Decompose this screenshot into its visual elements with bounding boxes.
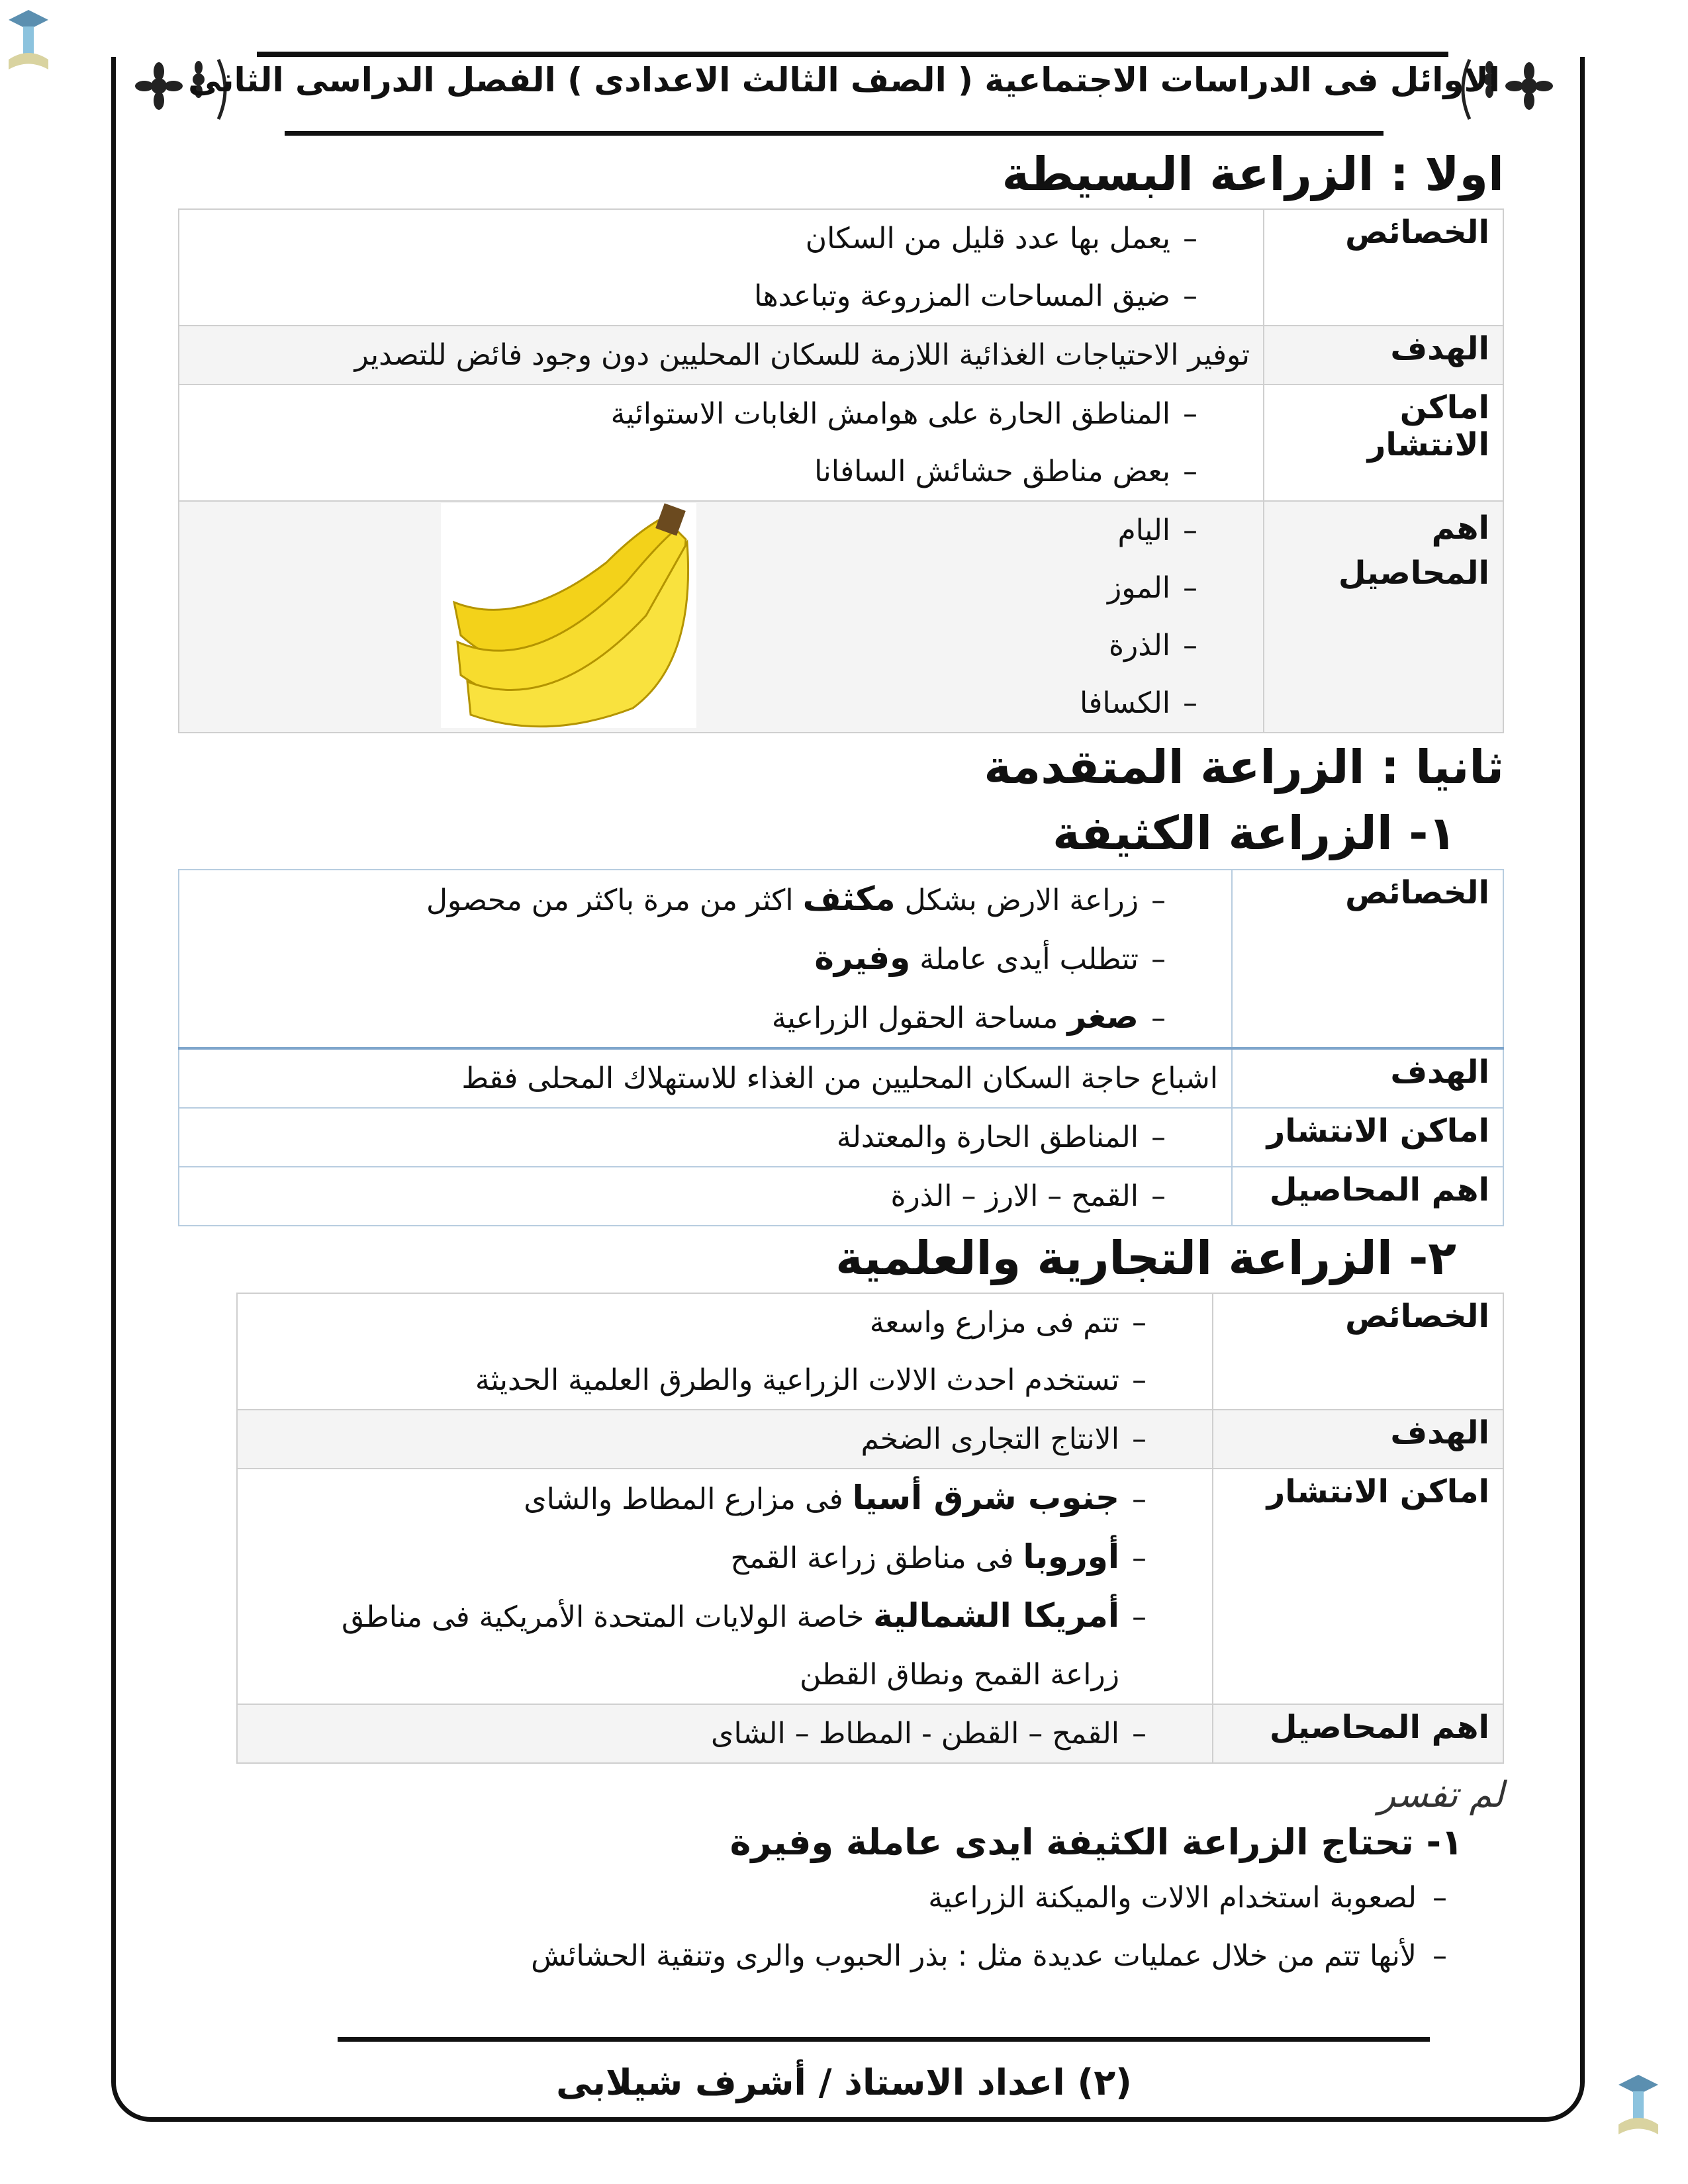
table-row <box>179 326 1503 385</box>
list-item: بعض مناطق حشائش السافانا <box>814 455 1170 488</box>
banana-image <box>441 503 696 728</box>
list-item-continuation: زراعة القمح ونطاق القطن <box>800 1658 1119 1692</box>
list-item: ضيق المساحات المزروعة وتباعدها <box>754 279 1170 313</box>
row-label: الهدف <box>1232 1048 1503 1108</box>
list-item: الذرة <box>1108 629 1170 662</box>
explain-answer: –لأنها تتم من خلال عمليات عديدة مثل : بذر الحبوب والرى وتنقية الحشائش <box>531 1939 1447 1973</box>
table-row: اهم المحاصيل –اليام –الموز –الذرة –الكسافا <box>179 501 1503 733</box>
list-item: المناطق الحارة على هوامش الغابات الاستوائية <box>610 397 1170 431</box>
page-header-title: الاوائل فى الدراسات الاجتماعية ( الصف الثالث الاعدادى ) الفصل الدراسى الثانى <box>188 61 1500 99</box>
table-row <box>179 870 1503 1048</box>
table-row: اماكن الانتشار –المناطق الحارة والمعتدلة <box>179 1108 1503 1167</box>
explain-answer: –لصعوبة استخدام الالات والميكنة الزراعية <box>928 1881 1447 1915</box>
section2-title: ثانيا : الزراعة المتقدمة <box>984 740 1504 794</box>
commercial-agriculture-table <box>236 1293 1504 1764</box>
row-label: اهم المحاصيل <box>1213 1704 1503 1763</box>
list-item: الموز <box>1107 571 1170 605</box>
table-row: الخصائص –يعمل بها عدد قليل من السكان –ضيق المساحات المزروعة وتباعدها <box>179 209 1503 326</box>
footer-divider <box>338 2037 1430 2042</box>
table-row <box>179 1048 1503 1108</box>
commercial-agriculture-title: ٢- الزراعة التجارية والعلمية <box>835 1231 1456 1285</box>
row-text: اشباع حاجة السكان المحليين من الغذاء للاستهلاك المحلى فقط <box>461 1062 1218 1095</box>
table-row: اهم المحاصيل –القمح – القطن - المطاط – الشاى <box>237 1704 1503 1763</box>
simple-agriculture-table <box>178 208 1504 733</box>
row-label: الهدف <box>1264 326 1503 385</box>
list-item: تتم فى مزارع واسعة <box>869 1306 1119 1340</box>
table-row <box>237 1469 1503 1704</box>
site-logo <box>5 7 52 73</box>
header-divider <box>285 131 1383 136</box>
list-item: القمح – القطن - المطاط – الشاى <box>711 1717 1119 1751</box>
table-row: اهم المحاصيل –القمح – الارز – الذرة <box>179 1167 1503 1226</box>
row-label: اهم المحاصيل <box>1264 501 1503 733</box>
list-item: تستخدم احدث الالات الزراعية والطرق العلمية الحديثة <box>475 1363 1119 1397</box>
list-item: يعمل بها عدد قليل من السكان <box>805 222 1170 255</box>
list-item: الكسافا <box>1079 686 1170 720</box>
explain-question: ١- تحتاج الزراعة الكثيفة ايدى عاملة وفيرة <box>729 1821 1463 1863</box>
row-label: اهم المحاصيل <box>1232 1167 1503 1226</box>
row-label: الخصائص <box>1232 870 1503 1048</box>
list-item: –صغر مساحة الحقول الزراعية <box>771 997 1166 1036</box>
footer-author: (٢) اعداد الاستاذ / أشرف شيلابى <box>556 2062 1132 2103</box>
list-item: القمح – الارز – الذرة <box>890 1179 1139 1213</box>
list-item: –أوروبا فى مناطق زراعة القمح <box>730 1537 1147 1576</box>
explain-title: لم تفسر <box>1378 1774 1504 1815</box>
header-top-line <box>257 52 1448 57</box>
row-label: اماكن الانتشار <box>1232 1108 1503 1167</box>
list-item: الانتاج التجارى الضخم <box>861 1422 1119 1456</box>
table-row: الخصائص –تتم فى مزارع واسعة –تستخدم احدث الالات الزراعية والطرق العلمية الحديثة <box>237 1293 1503 1410</box>
row-label: اماكن الانتشار <box>1264 385 1503 501</box>
row-label: الخصائص <box>1264 209 1503 326</box>
list-item: المناطق الحارة والمعتدلة <box>836 1120 1139 1154</box>
section1-title: اولا : الزراعة البسيطة <box>1002 147 1504 201</box>
list-item: –زراعة الارض بشكل مكثف اكثر من مرة باكثر من محصول <box>426 880 1166 918</box>
row-label: الخصائص <box>1213 1293 1503 1410</box>
table-row: اماكن الانتشار –المناطق الحارة على هوامش الغابات الاستوائية –بعض مناطق حشائش السافانا <box>179 385 1503 501</box>
row-label: الهدف <box>1213 1410 1503 1469</box>
row-label: اماكن الانتشار <box>1213 1469 1503 1704</box>
row-text: توفير الاحتياجات الغذائية اللازمة للسكان المحليين دون وجود فائض للتصدير <box>354 338 1250 372</box>
list-item: –جنوب شرق أسيا فى مزارع المطاط والشاى <box>524 1479 1147 1517</box>
list-item: –أمريكا الشمالية خاصة الولايات المتحدة الأمريكية فى مناطق <box>342 1596 1147 1635</box>
intensive-agriculture-table <box>178 869 1504 1226</box>
intensive-agriculture-title: ١- الزراعة الكثيفة <box>1053 806 1456 860</box>
list-item: –تتطلب أيدى عاملة وفيرة <box>814 938 1166 977</box>
table-row: الهدف –الانتاج التجارى الضخم <box>237 1410 1503 1469</box>
list-item: اليام <box>1117 514 1170 547</box>
